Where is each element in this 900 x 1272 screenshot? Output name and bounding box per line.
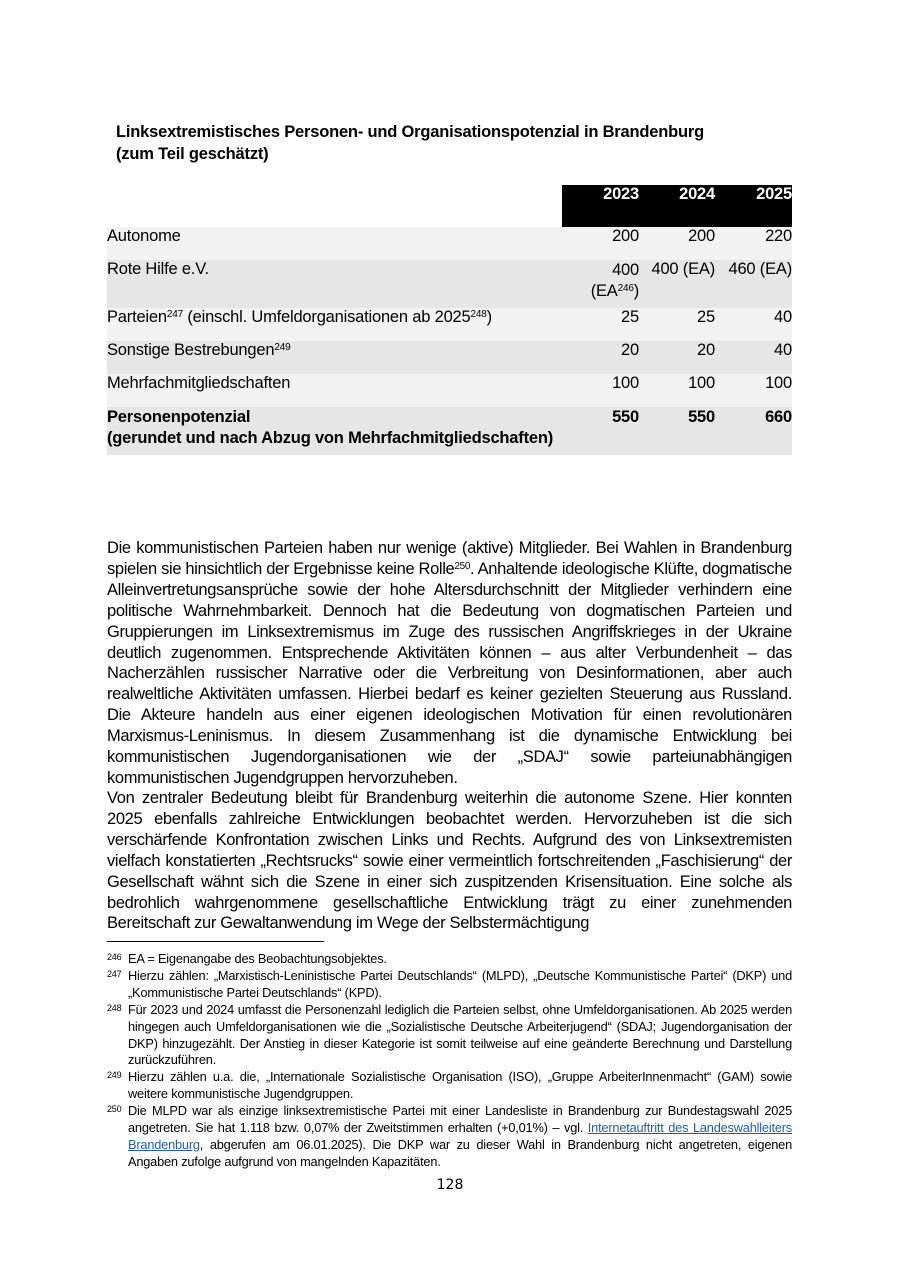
cell-value-ea: (EA (590, 282, 618, 300)
table-title (116, 121, 796, 165)
footnote-ref: 249 (274, 342, 291, 353)
footnote-text: EA = Eigenangabe des Beobachtungsobjektes. (128, 951, 387, 966)
cell-value: 220 (715, 227, 792, 260)
footnote-ref: 246 (617, 283, 634, 294)
footnote-text: , abgerufen am 06.01.2025). Die DKP war zu dieser Wahl in Brandenburg nicht angetreten, eigenen Angaben zufolge aufgrund von mangelnden Kapazitäten. (128, 1136, 792, 1169)
row-label-line1: Personenpotenzial (107, 408, 251, 426)
footnote-number: 247 (107, 968, 122, 979)
cell-value: 400 (EA) (639, 260, 715, 308)
row-label: Autonome (107, 227, 562, 260)
cell-value: 20 (639, 341, 715, 374)
footnote-number: 249 (107, 1070, 122, 1081)
table-row (107, 308, 792, 341)
footnote (107, 951, 792, 968)
paragraph-text: Die kommunistischen Parteien haben nur wenige (aktive) Mitglieder. Bei Wahlen in Brandenburg spielen sie hinsichtlich der Ergebnisse keine Rolle (107, 539, 792, 578)
cell-value: 460 (EA) (715, 260, 792, 308)
header-year-2025: 2025 (715, 185, 792, 227)
footnote (107, 1069, 792, 1103)
cell-value: 25 (562, 308, 639, 341)
footnote-divider (107, 941, 324, 942)
row-label (107, 341, 562, 374)
table-title-line2: (zum Teil geschätzt) (116, 145, 269, 163)
header-blank-cell (107, 185, 562, 227)
table-row (107, 227, 792, 260)
footnote (107, 1103, 792, 1171)
row-label-part: Sonstige Bestrebungen (107, 341, 275, 359)
cell-value: 100 (562, 374, 639, 407)
table-row (107, 341, 792, 374)
header-year-2024: 2024 (639, 185, 715, 227)
cell-value: 40 (715, 341, 792, 374)
cell-value: 100 (715, 374, 792, 407)
cell-value: 550 (562, 407, 639, 455)
header-year-2023: 2023 (562, 185, 639, 227)
cell-value: 660 (715, 407, 792, 455)
footnote-number: 250 (107, 1104, 122, 1115)
row-label: Rote Hilfe e.V. (107, 260, 562, 308)
table-row (107, 374, 792, 407)
footnote-text: Für 2023 und 2024 umfasst die Personenzahl lediglich die Parteien selbst, ohne Umfeldorganisationen. Ab 2025 werden hingegen auch Umfeldorganisationen wie die „Sozialistische Deutsche Arbeiterjugend“ (SDAJ; Jugendorganisation der DKP) hinzugezählt. Der Anstieg in dieser Kategorie ist somit teilweise auf eine geänderte Berechnung und Darstellung zurückzuführen. (128, 1001, 792, 1068)
table-header-row (107, 185, 792, 227)
cell-value: 25 (639, 308, 715, 341)
row-label-part: Parteien (107, 308, 167, 326)
footnote-text: Hierzu zählen: „Marxistisch-Leninistische Partei Deutschlands“ (MLPD), „Deutsche Kommunistische Partei“ (DKP) und „Kommunistische Partei Deutschlands“ (KPD). (128, 967, 792, 1000)
footnote (107, 1002, 792, 1070)
row-label-line2: (gerundet und nach Abzug von Mehrfachmitgliedschaften) (107, 429, 554, 447)
cell-value-main: 400 (612, 261, 639, 279)
body-paragraph-1 (107, 538, 792, 789)
row-label (107, 407, 562, 455)
cell-value: 550 (639, 407, 715, 455)
cell-value (562, 260, 639, 308)
footnotes (107, 951, 792, 1171)
footnote-ref: 248 (470, 309, 487, 320)
row-label (107, 308, 562, 341)
landeswahlleiter-link[interactable]: Internetauftritt des Landeswahlleiters Brandenburg (128, 1120, 792, 1152)
footnote-number: 246 (107, 952, 122, 962)
row-label: Mehrfachmitgliedschaften (107, 374, 562, 407)
row-label-part: (einschl. Umfeldorganisationen ab 2025 (182, 308, 471, 326)
cell-value: 100 (639, 374, 715, 407)
table-title-line1: Linksextremistisches Personen- und Organisationspotenzial in Brandenburg (116, 123, 704, 141)
cell-value: 40 (715, 308, 792, 341)
footnote (107, 968, 792, 1002)
paragraph-text: . Anhaltende ideologische Klüfte, dogmatische Alleinvertretungsansprüche sowie der hohe Altersdurchschnitt der Mitglieder verhindern eine politische Wahrnehmbarkeit. Dennoch hat die Bedeutung von dogmatischen Parteien und Gruppierungen im Linksextremismus im Zuge des russischen Angriffskrieges in der Ukraine deutlich zugenommen. Entsprechende Aktivitäten können – aus alter Verbundenheit – das Nacherzählen russischer Narrative oder die Verbreitung von Desinformationen, aber auch realweltliche Aktivitäten umfassen. Hierbei bedarf es keiner gezielten Steuerung aus Russland. Die Akteure handeln aus einer eigenen ideologischen Motivation für einen revolutionären Marxismus-Leninismus. In diesem Zusammenhang ist die dynamische Entwicklung bei kommunistischen Jugendorganisationen wie der „SDAJ“ sowie parteiunabhängigen kommunistischen Jugendgruppen hervorzuheben. (107, 559, 792, 787)
footnote-number: 248 (107, 1002, 122, 1013)
footnote-ref: 247 (166, 309, 183, 320)
cell-value-close: ) (633, 282, 639, 300)
row-label-part: ) (486, 308, 492, 326)
page-number: 128 (436, 1177, 464, 1193)
personenpotenzial-table (107, 185, 792, 455)
body-paragraph-2: Von zentraler Bedeutung bleibt für Brandenburg weiterhin die autonome Szene. Hier konnten 2025 ebenfalls zahlreiche Entwicklungen beobachtet werden. Hervorzuheben ist die sich verschärfende Konfrontation zwischen Links und Rechts. Aufgrund des von Linksextremisten vielfach konstatierten „Rechtsrucks“ sowie einer vermeintlich fortschreitenden „Faschisierung“ der Gesellschaft wähnt sich die Szene in einer sich zuspitzenden Krisensituation. Eine solche als bedrohlich wahrgenommene gesellschaftliche Entwicklung trägt zu einer zunehmenden Bereitschaft zur Gewaltanwendung im Wege der Selbstermächtigung (107, 789, 792, 933)
footnote-text: Die MLPD war als einzige linksextremistische Partei mit einer Landesliste in Brandenburg zur Bundestagswahl 2025 angetreten. Sie hat 1.118 bzw. 0,07% der Zweitstimmen erhalten (+0,01%) – vgl. (128, 1103, 792, 1136)
footnote-text: Hierzu zählen u.a. die, „Internationale Sozialistische Organisation (ISO), „Gruppe ArbeiterInnenmacht“ (GAM) sowie weitere kommunistische Jugendgruppen. (128, 1069, 792, 1102)
cell-value: 200 (562, 227, 639, 260)
footnote-ref: 250 (454, 560, 471, 572)
cell-value: 200 (639, 227, 715, 260)
table-total-row (107, 407, 792, 455)
table-row (107, 260, 792, 308)
cell-value: 20 (562, 341, 639, 374)
